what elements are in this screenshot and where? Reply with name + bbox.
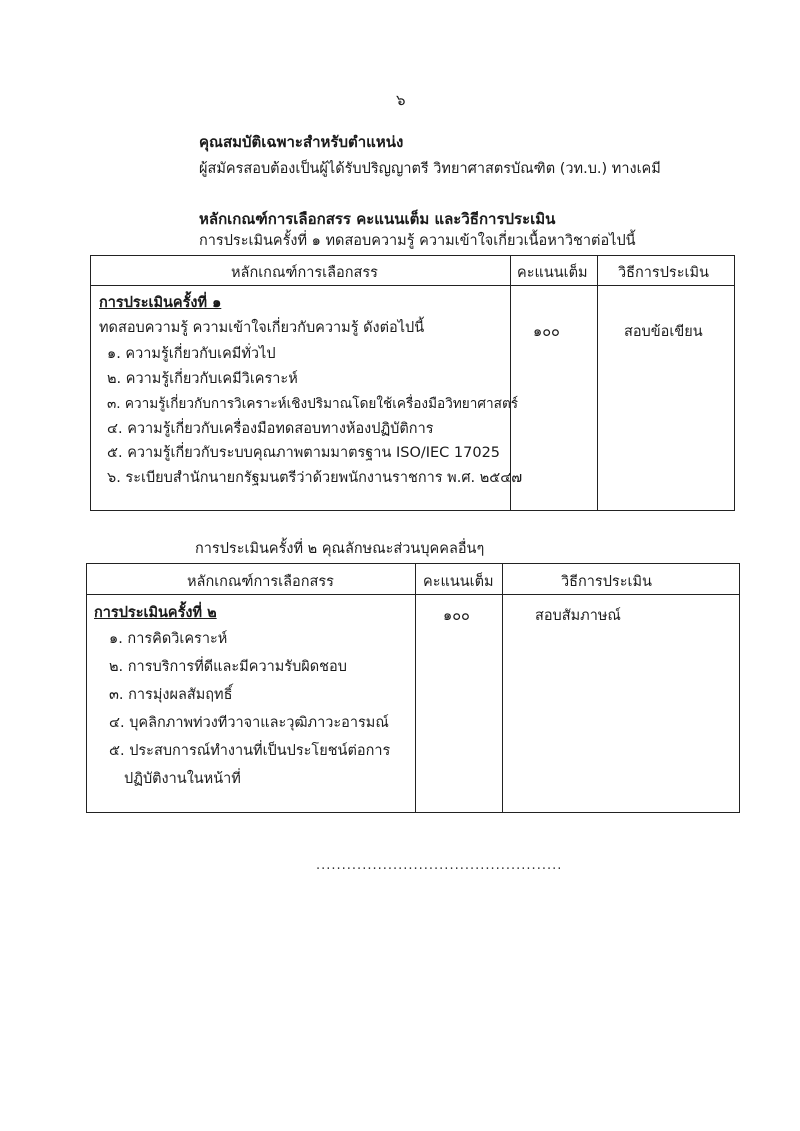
assessment-table-1 (90, 255, 735, 511)
method-value-2: สอบสัมภาษณ์ (535, 608, 621, 624)
header-score: คะแนนเต็ม (423, 574, 494, 590)
section-title-1: การประเมินครั้งที่ ๑ (99, 295, 222, 311)
list-item: ๕. ความรู้เกี่ยวกับระบบคุณภาพตามมาตรฐาน ISO/IEC 17025 (107, 445, 501, 461)
header-score: คะแนนเต็ม (517, 265, 588, 281)
list-item: ๖. ระเบียบสำนักนายกรัฐมนตรีว่าด้วยพนักงานราชการ พ.ศ. ๒๕๔๗ (107, 470, 523, 486)
method-value-1: สอบข้อเขียน (624, 324, 703, 340)
score-value-2: ๑๐๐ (443, 608, 470, 624)
header-criteria: หลักเกณฑ์การเลือกสรร (231, 265, 378, 281)
list-item: ๔. ความรู้เกี่ยวกับเครื่องมือทดสอบทางห้องปฏิบัติการ (107, 421, 434, 437)
footer-dotted-line: ................................................ (316, 858, 563, 873)
section-title-2: การประเมินครั้งที่ ๒ (94, 605, 217, 621)
score-value-1: ๑๐๐ (533, 324, 560, 340)
criteria-intro-2: การประเมินครั้งที่ ๒ คุณลักษณะส่วนบุคคลอื่นๆ (195, 541, 485, 557)
qualifications-heading: คุณสมบัติเฉพาะสำหรับตำแหน่ง (199, 133, 404, 151)
list-item: ๑. การคิดวิเคราะห์ (109, 631, 228, 647)
list-item: ๔. บุคลิกภาพท่วงทีวาจาและวุฒิภาวะอารมณ์ (109, 715, 389, 731)
list-item: ๓. การมุ่งผลสัมฤทธิ์ (109, 687, 233, 703)
criteria-heading: หลักเกณฑ์การเลือกสรร คะแนนเต็ม และวิธีการประเมิน (199, 210, 556, 228)
header-method: วิธีการประเมิน (618, 265, 709, 281)
header-method: วิธีการประเมิน (561, 574, 652, 590)
section-lead-1: ทดสอบความรู้ ความเข้าใจเกี่ยวกับความรู้ ดังต่อไปนี้ (99, 320, 425, 336)
list-item: ๒. การบริการที่ดีและมีความรับผิดชอบ (109, 659, 347, 675)
assessment-table-2 (86, 563, 740, 813)
header-criteria: หลักเกณฑ์การเลือกสรร (187, 574, 334, 590)
qualifications-text: ผู้สมัครสอบต้องเป็นผู้ได้รับปริญญาตรี วิทยาศาสตรบัณฑิต (วท.บ.) ทางเคมี (199, 161, 661, 177)
list-item: ๑. ความรู้เกี่ยวกับเคมีทั่วไป (107, 346, 276, 362)
list-item-continuation: ปฏิบัติงานในหน้าที่ (124, 771, 241, 787)
list-item: ๓. ความรู้เกี่ยวกับการวิเคราะห์เชิงปริมาณโดยใช้เครื่องมือวิทยาศาสตร์ (107, 396, 519, 412)
criteria-intro-1: การประเมินครั้งที่ ๑ ทดสอบความรู้ ความเข้าใจเกี่ยวเนื้อหาวิชาต่อไปนี้ (199, 233, 636, 249)
list-item: ๒. ความรู้เกี่ยวกับเคมีวิเคราะห์ (107, 371, 298, 387)
list-item: ๕. ประสบการณ์ทำงานที่เป็นประโยชน์ต่อการ (109, 743, 391, 759)
page-number: ๖ (396, 91, 406, 109)
